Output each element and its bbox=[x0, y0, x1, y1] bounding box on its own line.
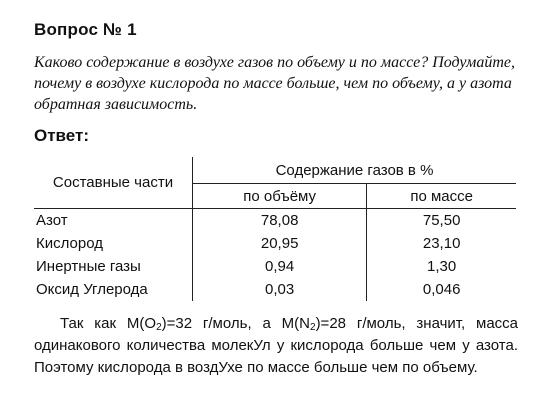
table-row bbox=[34, 209, 516, 233]
answer-title: Ответ: bbox=[34, 126, 89, 145]
row-mass: 1,30 bbox=[427, 258, 457, 275]
row-mass: 23,10 bbox=[422, 235, 461, 252]
row-volume: 78,08 bbox=[193, 209, 367, 233]
table-row bbox=[34, 278, 516, 301]
question-text: Каково содержание в воздухе газов по объему и по массе? Подумайте, почему в воздухе кислорода по массе больше, чем по объему, а у азота обратная зависимость. bbox=[34, 54, 515, 113]
row-volume: 20,95 bbox=[193, 232, 367, 255]
explanation-part-1: Так как M(O bbox=[60, 315, 157, 332]
explanation-part-2: )=32 г/моль, а M(N bbox=[161, 315, 310, 332]
oxygen-subscript: 2 bbox=[156, 322, 162, 333]
header-by-volume: по объёму bbox=[193, 184, 367, 209]
row-name: Кислород bbox=[34, 232, 193, 255]
question-title: Вопрос № 1 bbox=[34, 20, 137, 39]
answer-explanation bbox=[34, 313, 518, 379]
row-mass: 75,50 bbox=[422, 212, 461, 229]
row-name: Оксид Углерода bbox=[34, 278, 193, 301]
row-name: Азот bbox=[34, 209, 193, 233]
row-name: Инертные газы bbox=[34, 255, 193, 278]
row-mass: 0,046 bbox=[422, 281, 461, 298]
air-composition-table bbox=[34, 157, 516, 301]
header-gas-content: Содержание газов в % bbox=[193, 157, 517, 184]
row-volume: 0,94 bbox=[193, 255, 367, 278]
nitrogen-subscript: 2 bbox=[310, 322, 316, 333]
header-by-mass: по массе bbox=[367, 184, 516, 209]
explanation-part-3: )=28 г/моль, значит, масса одинакового количества молекУл у кислорода больше чем у азота. Поэтому кислорода в воздУхе по массе больше чем по объему. bbox=[34, 315, 518, 376]
row-volume: 0,03 bbox=[193, 278, 367, 301]
header-components: Составные части bbox=[34, 157, 193, 209]
table-row bbox=[34, 255, 516, 278]
table-row bbox=[34, 232, 516, 255]
